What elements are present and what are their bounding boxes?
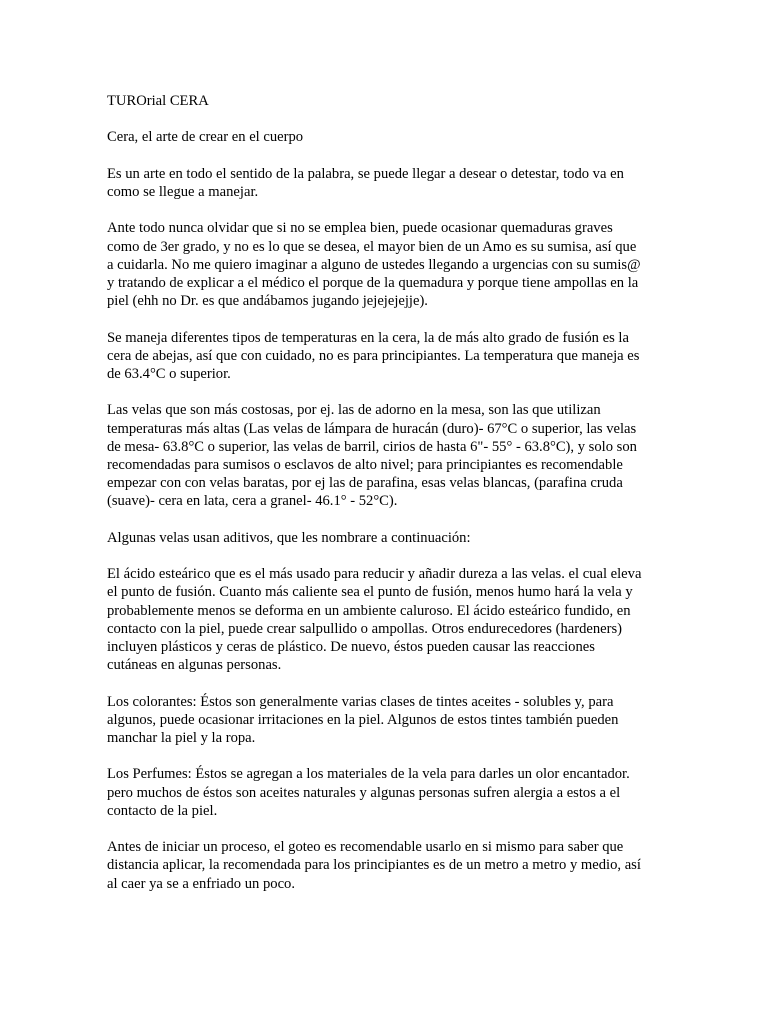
paragraph-line: contacto con la piel, puede crear salpullido o ampollas. Otros endurecedores (hardeners): [107, 620, 623, 637]
paragraph-line: Es un arte en todo el sentido de la palabra, se puede llegar a desear o detestar, todo va en: [107, 165, 624, 182]
paragraph-line: como de 3er grado, y no es lo que se desea, el mayor bien de un Amo es su sumisa, así que: [107, 238, 637, 255]
paragraph-additives-intro: [107, 529, 667, 547]
paragraph-line: el punto de fusión. Cuanto más caliente sea el punto de fusión, menos humo hará la vela y: [107, 584, 633, 601]
paragraph-line: cutáneas en algunas personas.: [107, 657, 282, 674]
paragraph-line: al caer ya se a enfriado un poco.: [107, 875, 296, 892]
paragraph-stearic-acid: [107, 565, 667, 674]
paragraph-warning: [107, 219, 667, 310]
paragraph-temperatures: [107, 329, 667, 384]
paragraph-line: El ácido esteárico que es el más usado para reducir y añadir dureza a las velas. el cual eleva: [107, 566, 642, 583]
title-line: TUROrial CERA: [107, 93, 209, 109]
paragraph-perfumes: [107, 765, 667, 820]
paragraph-intro: [107, 165, 667, 201]
document-title: [107, 92, 667, 110]
paragraph-line: probablemente menos se deforma en un ambiente caluroso. El ácido esteárico fundido, en: [107, 602, 631, 619]
paragraph-line: Ante todo nunca olvidar que si no se emplea bien, puede ocasionar quemaduras graves: [107, 220, 613, 237]
paragraph-colorants: [107, 693, 667, 748]
paragraph-line: Los colorantes: Éstos son generalmente varias clases de tintes aceites - solubles y, para: [107, 693, 614, 710]
paragraph-line: Antes de iniciar un proceso, el goteo es recomendable usarlo en si mismo para saber que: [107, 839, 624, 856]
paragraph-line: algunos, puede ocasionar irritaciones en la piel. Algunos de estos tintes también pueden: [107, 711, 619, 728]
paragraph-line: manchar la piel y la ropa.: [107, 729, 256, 746]
paragraph-line: Las velas que son más costosas, por ej. las de adorno en la mesa, son las que utilizan: [107, 402, 601, 419]
paragraph-line: como se llegue a manejar.: [107, 183, 259, 200]
paragraph-line: piel (ehh no Dr. es que andábamos jugando jejejejejje).: [107, 293, 428, 310]
paragraph-line: pero muchos de éstos son aceites naturales y algunas personas sufren alergia a estos a el: [107, 784, 621, 801]
subtitle-line: Cera, el arte de crear en el cuerpo: [107, 129, 304, 146]
paragraph-line: distancia aplicar, la recomendada para los principiantes es de un metro a metro y medio, así: [107, 857, 641, 874]
paragraph-line: a cuidarla. No me quiero imaginar a alguno de ustedes llegando a urgencias con su sumis@: [107, 256, 641, 273]
paragraph-line: empezar con con velas baratas, por ej las de parafina, esas velas blancas, (parafina cruda: [107, 475, 623, 492]
document-body: [107, 92, 667, 911]
paragraph-line: Se maneja diferentes tipos de temperaturas en la cera, la de más alto grado de fusión es la: [107, 329, 629, 346]
paragraph-line: Los Perfumes: Éstos se agregan a los materiales de la vela para darles un olor encantador.: [107, 766, 630, 783]
paragraph-line: y tratando de explicar a el médico el porque de la quemadura y porque tiene ampollas en la: [107, 274, 639, 291]
document-subtitle: [107, 128, 667, 146]
paragraph-line: de 63.4°C o superior.: [107, 365, 231, 382]
paragraph-line: cera de abejas, así que con cuidado, no es para principiantes. La temperatura que maneja es: [107, 347, 640, 364]
paragraph-line: Algunas velas usan aditivos, que les nombrare a continuación:: [107, 529, 471, 546]
paragraph-line: recomendadas para sumisos o esclavos de alto nivel; para principiantes es recomendable: [107, 456, 623, 473]
paragraph-line: contacto de la piel.: [107, 802, 218, 819]
paragraph-line: temperaturas más altas (Las velas de lámpara de huracán (duro)- 67°C o superior, las velas: [107, 420, 637, 437]
paragraph-line: de mesa- 63.8°C o superior, las velas de barril, cirios de hasta 6"- 55° - 63.8°C), y solo son: [107, 438, 637, 455]
paragraph-line: incluyen plásticos y ceras de plástico. De nuevo, éstos pueden causar las reacciones: [107, 638, 595, 655]
paragraph-candle-types: [107, 401, 667, 510]
paragraph-line: (suave)- cera en lata, cera a granel- 46.1° - 52°C).: [107, 493, 398, 510]
paragraph-before-starting: [107, 838, 667, 893]
